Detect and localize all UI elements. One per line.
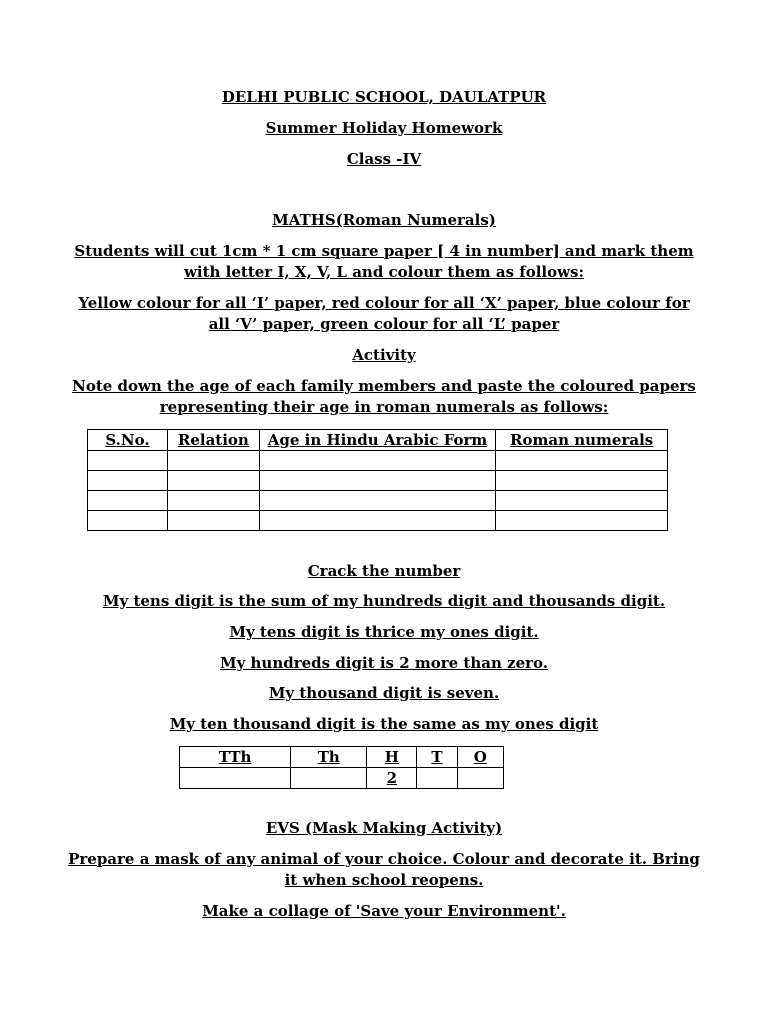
maths-heading: MATHS(Roman Numerals) — [272, 211, 496, 229]
table-header-cell: Relation — [167, 430, 259, 451]
table-header-cell: H — [367, 747, 417, 768]
crack-clue: My thousand digit is seven. — [268, 684, 500, 702]
crack-clue: My tens digit is thrice my ones digit. — [229, 623, 539, 641]
crack-clue: My tens digit is the sum of my hundreds digit and thousands digit. — [102, 592, 666, 610]
table-header-row — [180, 747, 504, 768]
evs-instruction-line-1: Prepare a mask of any animal of your choice. Colour and decorate it. Bring — [68, 850, 700, 868]
table-cell — [88, 451, 168, 471]
table-cell — [457, 768, 503, 789]
maths-instruction-line-1: Students will cut 1cm * 1 cm square paper [ 4 in number] and mark them — [74, 242, 694, 260]
table-header-cell: T — [417, 747, 457, 768]
table-row — [88, 451, 668, 471]
homework-title: Summer Holiday Homework — [265, 119, 503, 137]
table-header-cell: Th — [291, 747, 367, 768]
activity-heading: Activity — [352, 346, 416, 364]
crack-clue: My ten thousand digit is the same as my ones digit — [169, 715, 599, 733]
colour-instruction-line-1: Yellow colour for all ‘I’ paper, red colour for all ‘X’ paper, blue colour for — [78, 294, 690, 312]
table-cell — [259, 471, 495, 491]
table-cell — [496, 491, 668, 511]
table-cell — [88, 511, 168, 531]
colour-instruction-line-2: all ‘V’ paper, green colour for all ‘L’ paper — [208, 315, 560, 333]
evs-instruction-line-2: it when school reopens. — [284, 871, 484, 889]
activity-instruction-line-2: representing their age in roman numerals as follows: — [159, 398, 609, 416]
table-cell — [259, 491, 495, 511]
evs-collage-instruction: Make a collage of 'Save your Environment'. — [202, 902, 566, 920]
table-cell — [88, 491, 168, 511]
table-cell — [417, 768, 457, 789]
table-cell — [180, 768, 291, 789]
place-value-table — [179, 746, 504, 789]
table-row — [88, 491, 668, 511]
table-row — [88, 471, 668, 491]
table-cell: 2 — [367, 768, 417, 789]
table-cell — [88, 471, 168, 491]
table-cell — [167, 491, 259, 511]
table-header-cell: Roman numerals — [496, 430, 668, 451]
table-header-row — [88, 430, 668, 451]
table-cell — [167, 471, 259, 491]
evs-heading: EVS (Mask Making Activity) — [265, 819, 503, 837]
table-cell — [259, 511, 495, 531]
table-cell — [496, 511, 668, 531]
activity-instruction-line-1: Note down the age of each family members and paste the coloured papers — [72, 377, 696, 395]
crack-clue: My hundreds digit is 2 more than zero. — [219, 654, 549, 672]
table-header-cell: O — [457, 747, 503, 768]
table-cell — [496, 451, 668, 471]
crack-heading: Crack the number — [307, 562, 461, 580]
class-label: Class -IV — [346, 150, 422, 168]
family-age-table — [87, 429, 668, 531]
maths-instruction-line-2: with letter I, X, V, L and colour them as follows: — [183, 263, 585, 281]
table-row — [180, 768, 504, 789]
table-header-cell: TTh — [180, 747, 291, 768]
table-header-cell: Age in Hindu Arabic Form — [259, 430, 495, 451]
table-cell — [496, 471, 668, 491]
table-cell — [167, 511, 259, 531]
table-cell — [167, 451, 259, 471]
table-header-cell: S.No. — [88, 430, 168, 451]
table-cell — [291, 768, 367, 789]
school-name: DELHI PUBLIC SCHOOL, DAULATPUR — [221, 88, 547, 106]
table-row — [88, 511, 668, 531]
table-cell — [259, 451, 495, 471]
